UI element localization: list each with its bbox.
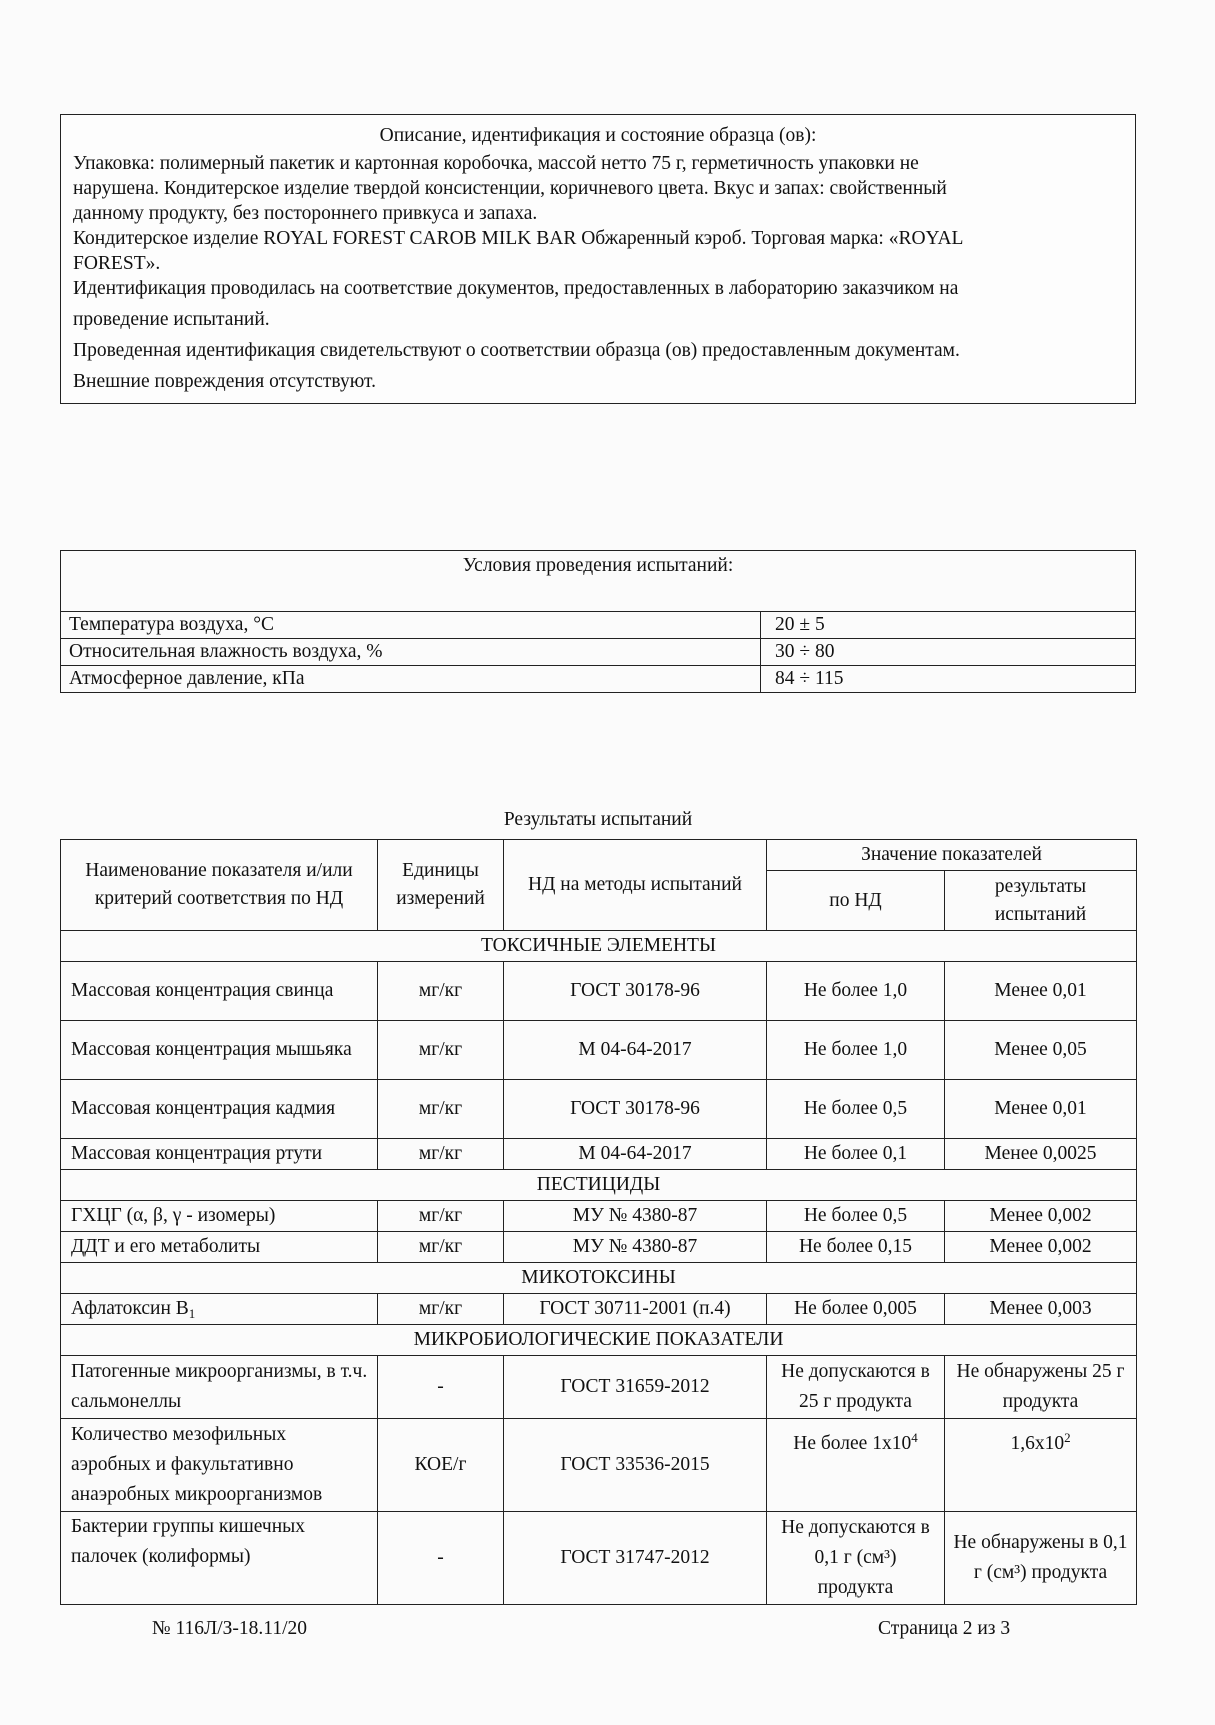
document-number: № 116Л/З-18.11/20 (152, 1618, 307, 1639)
row-method: М 04-64-2017 (504, 1021, 767, 1080)
header-norm: по НД (767, 871, 945, 931)
section-pesticides: ПЕСТИЦИДЫ (61, 1170, 1137, 1201)
row-method: ГОСТ 31747-2012 (504, 1512, 767, 1605)
row-result: Менее 0,0025 (945, 1139, 1137, 1170)
row-result: Не обнаружены в 0,1 г (см³) продукта (945, 1512, 1137, 1605)
table-row (61, 1201, 1137, 1232)
row-norm: Не допускаются в 0,1 г (см³) продукта (767, 1512, 945, 1605)
row-result: Менее 0,002 (945, 1201, 1137, 1232)
description-line: Внешние повреждения отсутствуют. (73, 371, 376, 392)
section-toxic: ТОКСИЧНЫЕ ЭЛЕМЕНТЫ (61, 931, 1137, 962)
table-row (61, 612, 1136, 639)
row-unit: мг/кг (378, 1201, 504, 1232)
row-method: ГОСТ 31659-2012 (504, 1356, 767, 1419)
row-method: ГОСТ 30178-96 (504, 1080, 767, 1139)
page-number: Страница 2 из 3 (878, 1618, 1011, 1639)
row-norm: Не более 1,0 (767, 962, 945, 1021)
condition-value: 30 ÷ 80 (761, 639, 1136, 666)
row-name: Афлатоксин $B_1$ (61, 1294, 378, 1325)
row-norm: Не более 0,5 (767, 1080, 945, 1139)
row-result: Менее 0,002 (945, 1232, 1137, 1263)
row-norm: Не допускаются в 25 г продукта (767, 1356, 945, 1419)
section-mycotoxins: МИКОТОКСИНЫ (61, 1263, 1137, 1294)
header-values: Значение показателей (767, 840, 1137, 871)
row-unit: мг/кг (378, 962, 504, 1021)
row-name: Количество мезофильных аэробных и факультативно анаэробных микроорганизмов (61, 1419, 378, 1512)
table-row (61, 666, 1136, 693)
table-row (61, 1419, 1137, 1512)
row-name: Массовая концентрация кадмия (61, 1080, 378, 1139)
description-line: проведение испытаний. (73, 309, 270, 330)
row-unit: мг/кг (378, 1232, 504, 1263)
row-name: ГХЦГ (α, β, γ - изомеры) (61, 1201, 378, 1232)
row-result: $1,6х10^2$ (945, 1419, 1137, 1512)
table-row (61, 1080, 1137, 1139)
row-norm: Не более 0,005 (767, 1294, 945, 1325)
row-norm: Не более 0,5 (767, 1201, 945, 1232)
row-unit: мг/кг (378, 1021, 504, 1080)
condition-label: Атмосферное давление, кПа (61, 666, 761, 693)
row-norm: Не более $1х10^4$ (767, 1419, 945, 1512)
description-line: FOREST». (73, 253, 161, 274)
header-method: НД на методы испытаний (504, 840, 767, 931)
row-unit: КОЕ/г (378, 1419, 504, 1512)
table-row (61, 1356, 1137, 1419)
row-result: Менее 0,05 (945, 1021, 1137, 1080)
row-method: МУ № 4380-87 (504, 1232, 767, 1263)
description-title: Описание, идентификация и состояние образца (ов): (379, 125, 817, 146)
row-norm: Не более 0,1 (767, 1139, 945, 1170)
table-row (61, 1021, 1137, 1080)
header-result: результаты испытаний (945, 871, 1137, 931)
row-method: МУ № 4380-87 (504, 1201, 767, 1232)
condition-value: 84 ÷ 115 (761, 666, 1136, 693)
row-result: Менее 0,01 (945, 1080, 1137, 1139)
row-name: Патогенные микроорганизмы, в т.ч. сальмонеллы (61, 1356, 378, 1419)
row-method: М 04-64-2017 (504, 1139, 767, 1170)
description-line: Проведенная идентификация свидетельствуют о соответствии образца (ов) предоставленным документам. (73, 340, 960, 361)
header-name: Наименование показателя и/или критерий соответствия по НД (61, 840, 378, 931)
table-row (61, 1232, 1137, 1263)
condition-value: 20 ± 5 (761, 612, 1136, 639)
row-unit: мг/кг (378, 1294, 504, 1325)
header-units: Единицы измерений (378, 840, 504, 931)
row-result: Менее 0,01 (945, 962, 1137, 1021)
row-unit: - (378, 1512, 504, 1605)
description-line: данному продукту, без постороннего привкуса и запаха. (73, 203, 538, 224)
row-name: ДДТ и его метаболиты (61, 1232, 378, 1263)
row-method: ГОСТ 33536-2015 (504, 1419, 767, 1512)
conditions-title: Условия проведения испытаний: (61, 551, 1136, 612)
table-row (61, 639, 1136, 666)
table-row (61, 1139, 1137, 1170)
description-line: Упаковка: полимерный пакетик и картонная коробочка, массой нетто 75 г, герметичность упаковки не (73, 153, 919, 174)
row-norm: Не более 0,15 (767, 1232, 945, 1263)
description-line: Идентификация проводилась на соответствие документов, предоставленных в лабораторию заказчиком на (73, 278, 959, 299)
row-method: ГОСТ 30711-2001 (п.4) (504, 1294, 767, 1325)
condition-label: Температура воздуха, °С (61, 612, 761, 639)
section-micro: МИКРОБИОЛОГИЧЕСКИЕ ПОКАЗАТЕЛИ (61, 1325, 1137, 1356)
row-norm: Не более 1,0 (767, 1021, 945, 1080)
row-name: Массовая концентрация мышьяка (61, 1021, 378, 1080)
condition-label: Относительная влажность воздуха, % (61, 639, 761, 666)
row-unit: - (378, 1356, 504, 1419)
sample-description-box (60, 114, 1136, 404)
row-result: Менее 0,003 (945, 1294, 1137, 1325)
table-row (61, 1512, 1137, 1605)
table-row (61, 962, 1137, 1021)
row-method: ГОСТ 30178-96 (504, 962, 767, 1021)
row-unit: мг/кг (378, 1139, 504, 1170)
row-result: Не обнаружены 25 г продукта (945, 1356, 1137, 1419)
row-name: Массовая концентрация ртути (61, 1139, 378, 1170)
test-results-table (60, 839, 1137, 1605)
results-caption: Результаты испытаний (503, 809, 693, 830)
description-line: Кондитерское изделие ROYAL FOREST CAROB MILK BAR Обжаренный кэроб. Торговая марка: «ROYAL (73, 228, 964, 249)
row-name: Массовая концентрация свинца (61, 962, 378, 1021)
table-row (61, 1294, 1137, 1325)
test-conditions-table (60, 550, 1136, 693)
row-unit: мг/кг (378, 1080, 504, 1139)
row-name: Бактерии группы кишечных палочек (колиформы) (61, 1512, 378, 1605)
description-line: нарушена. Кондитерское изделие твердой консистенции, коричневого цвета. Вкус и запах: свойственный (73, 178, 947, 199)
